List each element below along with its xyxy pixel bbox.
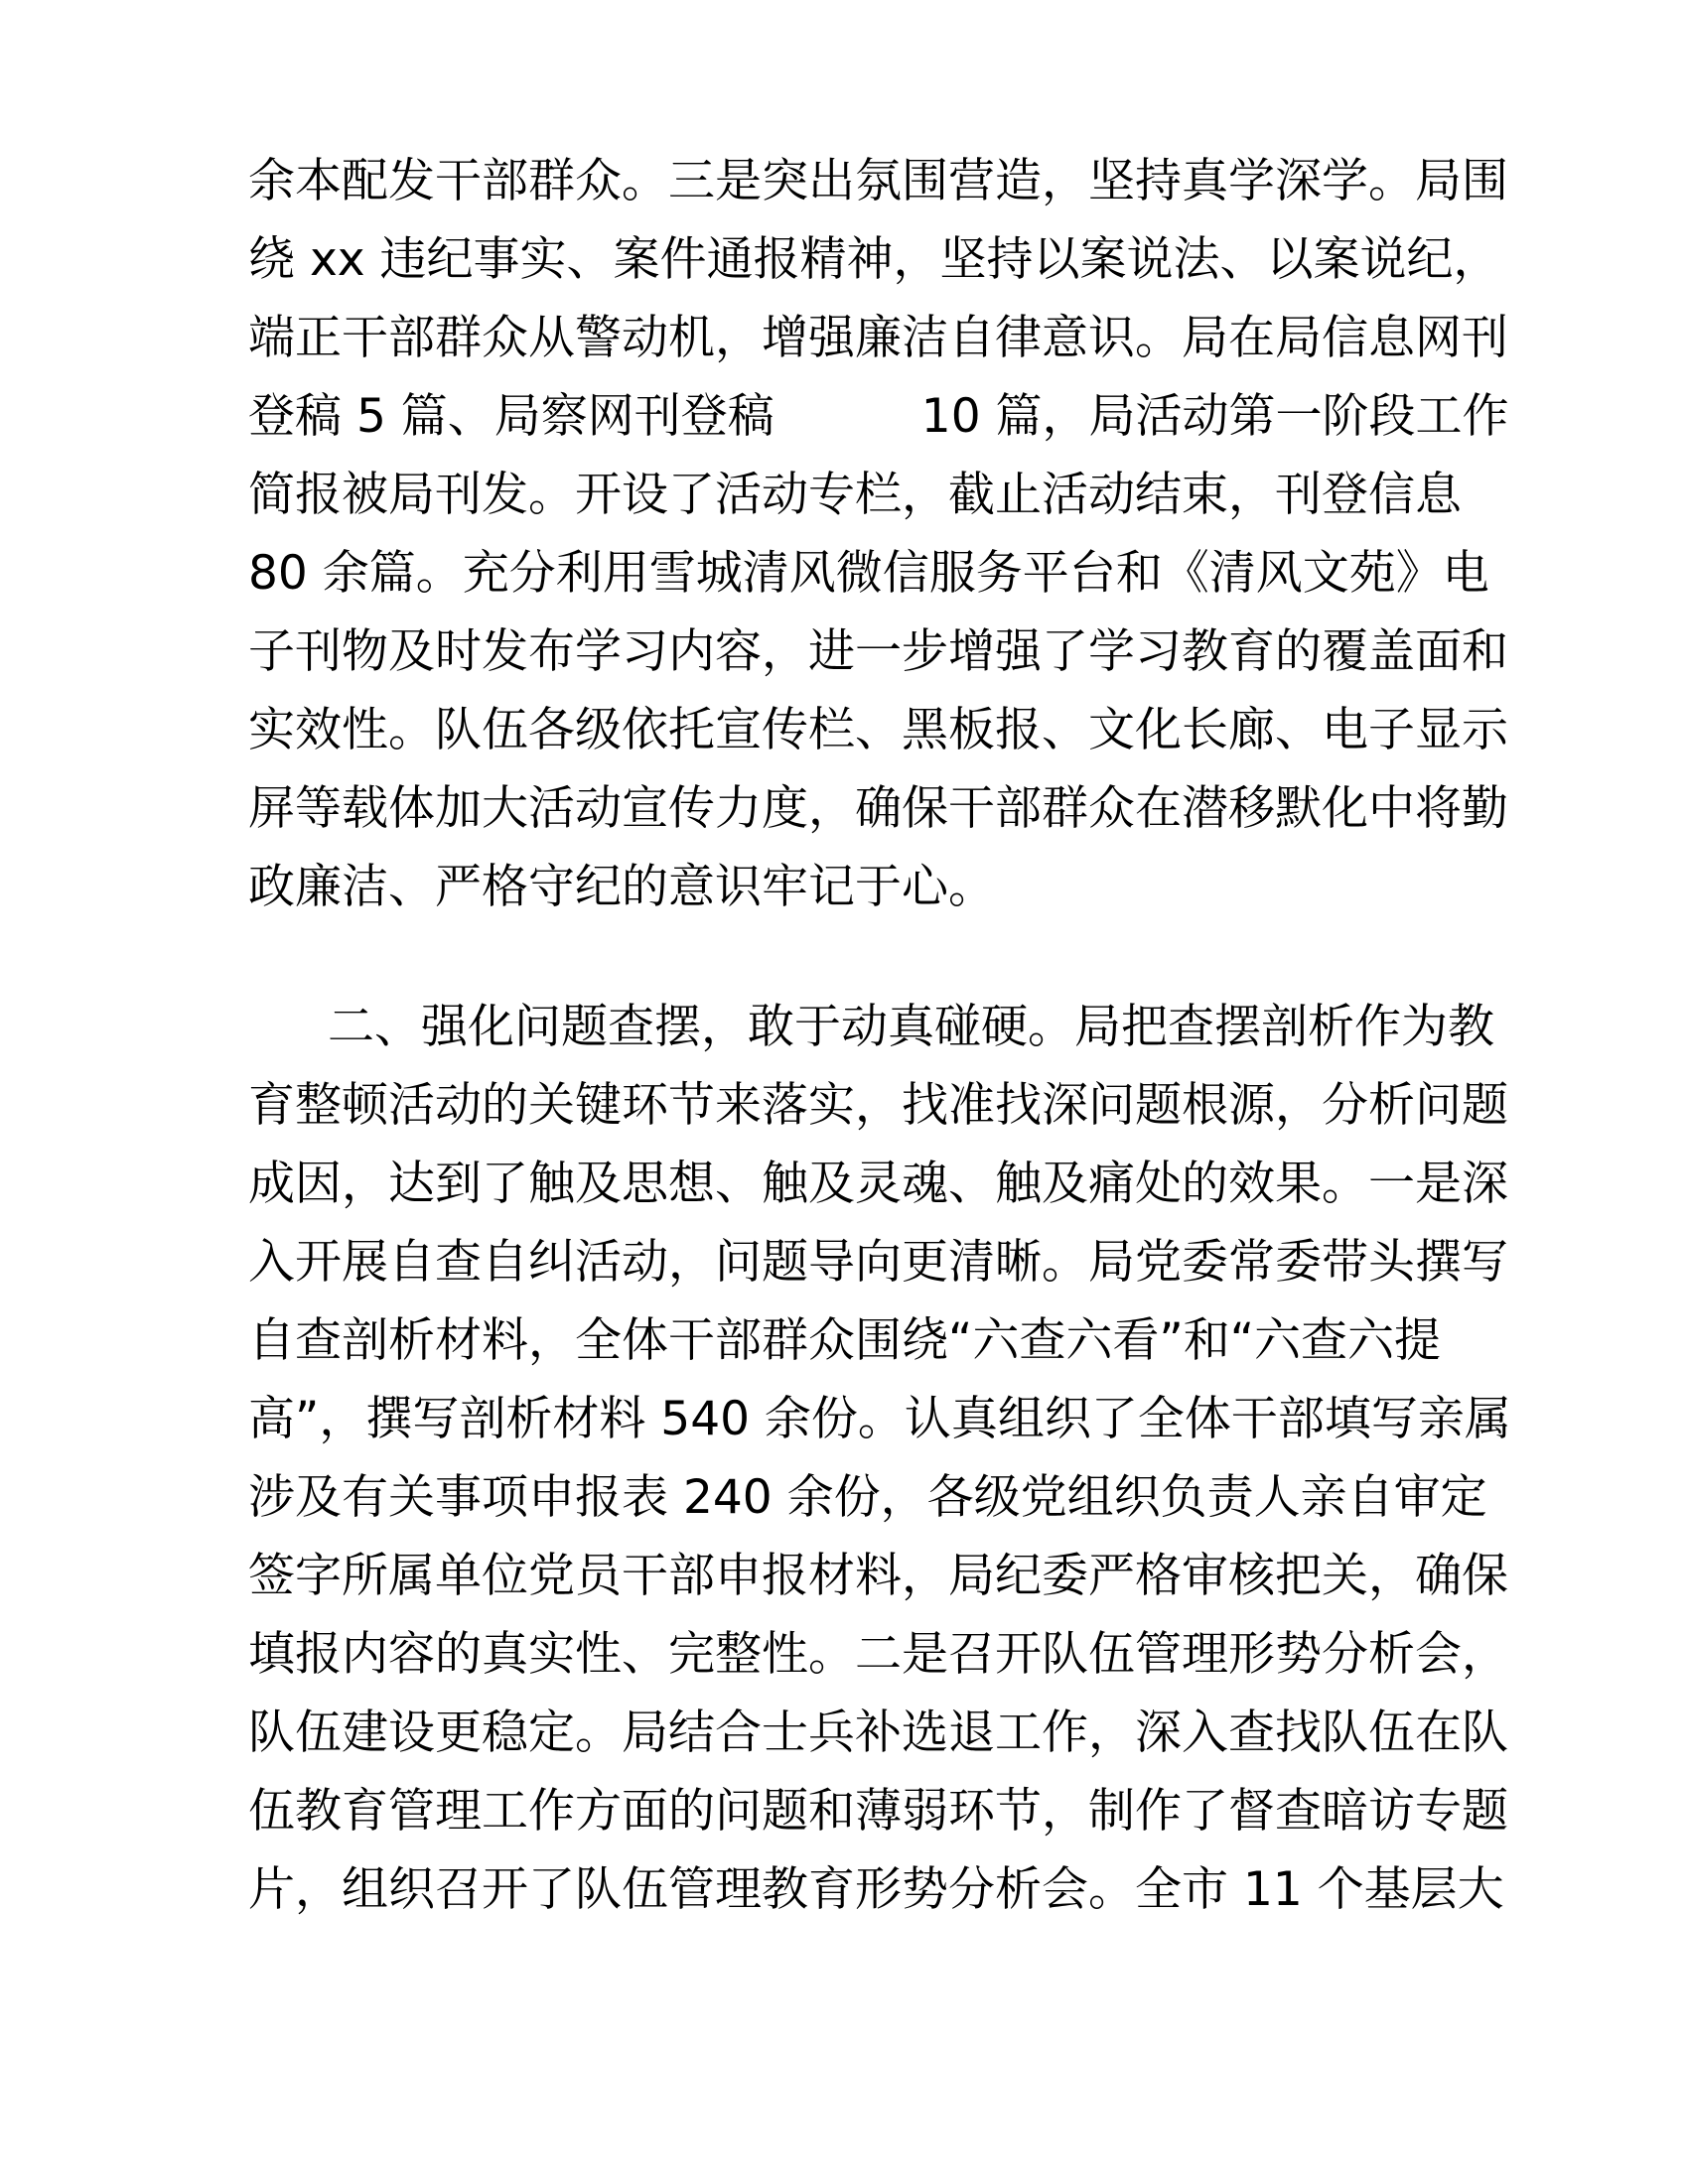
paragraph-2-line-2: 育整顿活动的关键环节来落实，找准找深问题根源，分析问题	[248, 1078, 1508, 1133]
paragraph-1-line-4-part-b: 10 篇，局活动第一阶段工作	[920, 389, 1509, 444]
paragraph-1-line-4	[248, 377, 1509, 456]
paragraph-1-line-4-part-a: 登稿 5 篇、局察网刊登稿	[248, 389, 774, 444]
paragraph-1-line-7: 子刊物及时发布学习内容，进一步增强了学习教育的覆盖面和	[248, 624, 1508, 679]
paragraph-2-line-11: 伍教育管理工作方面的问题和薄弱环节，制作了督查暗访专题	[248, 1784, 1508, 1839]
paragraph-2-line-10: 队伍建设更稳定。局结合士兵补选退工作，深入查找队伍在队	[248, 1706, 1508, 1760]
paragraph-1-line-5: 简报被局刊发。开设了活动专栏，截止活动结束，刊登信息	[248, 468, 1462, 522]
paragraph-2-line-9: 填报内容的真实性、完整性。二是召开队伍管理形势分析会，	[248, 1627, 1508, 1682]
paragraph-1-line-8: 实效性。队伍各级依托宣传栏、黑板报、文化长廊、电子显示	[248, 703, 1508, 757]
paragraph-1-line-2: 绕 xx 违纪事实、案件通报精神，坚持以案说法、以案说纪，	[248, 232, 1500, 287]
paragraph-2-line-4: 入开展自查自纠活动，问题导向更清晰。局党委常委带头撰写	[248, 1235, 1508, 1290]
paragraph-1-line-1: 余本配发干部群众。三是突出氛围营造，坚持真学深学。局围	[248, 154, 1508, 208]
paragraph-2-line-7: 涉及有关事项申报表 240 余份，各级党组织负责人亲自审定	[248, 1470, 1487, 1525]
paragraph-2-line-6: 高”，撰写剖析材料 540 余份。认真组织了全体干部填写亲属	[248, 1392, 1511, 1446]
paragraph-1-line-9: 屏等载体加大活动宣传力度，确保干部群众在潜移默化中将勤	[248, 781, 1508, 836]
paragraph-2-line-1: 二、强化问题查摆，敢于动真碰硬。局把查摆剖析作为教	[328, 1000, 1494, 1054]
paragraph-2-line-3: 成因，达到了触及思想、触及灵魂、触及痛处的效果。一是深	[248, 1157, 1508, 1211]
paragraph-1-line-3: 端正干部群众从警动机，增强廉洁自律意识。局在局信息网刊	[248, 311, 1508, 365]
paragraph-1-line-10: 政廉洁、严格守纪的意识牢记于心。	[248, 860, 995, 914]
paragraph-2-line-5: 自查剖析材料，全体干部群众围绕“六查六看”和“六查六提	[248, 1313, 1442, 1368]
paragraph-2-line-12: 片，组织召开了队伍管理教育形势分析会。全市 11 个基层大	[248, 1862, 1504, 1917]
paragraph-1-line-6: 80 余篇。充分利用雪城清风微信服务平台和《清风文苑》电	[248, 546, 1489, 601]
paragraph-2-line-8: 签字所属单位党员干部申报材料，局纪委严格审核把关，确保	[248, 1549, 1508, 1603]
